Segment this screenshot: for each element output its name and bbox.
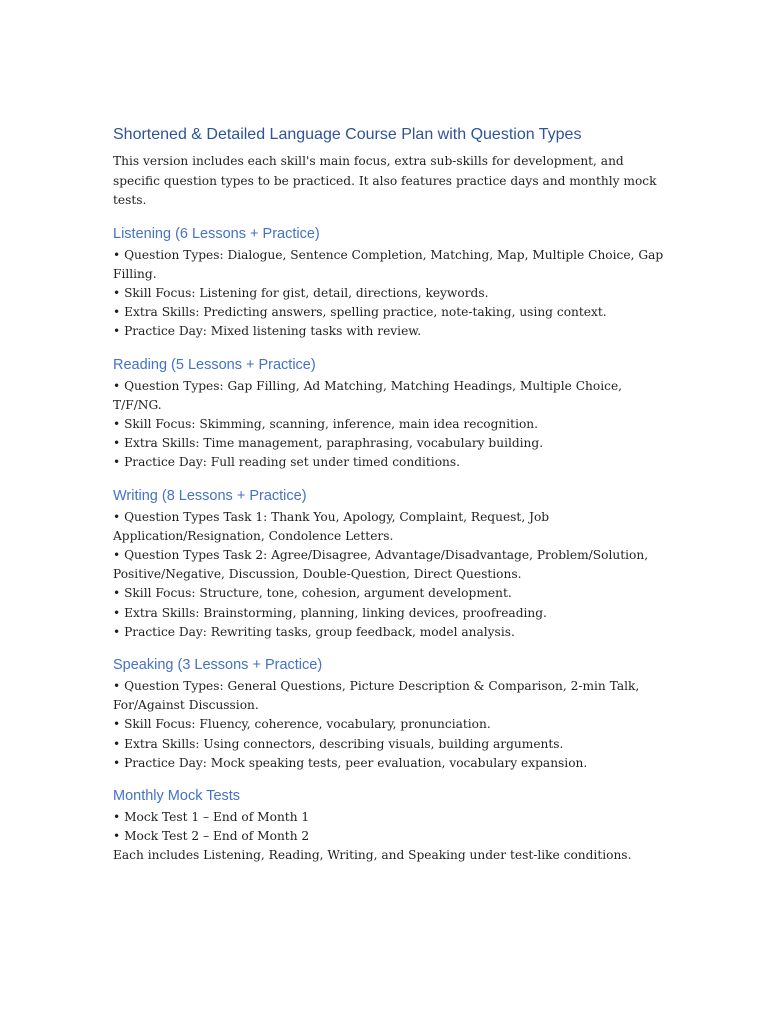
bullet-line: • Extra Skills: Time management, paraphrasing, vocabulary building.: [113, 436, 544, 451]
document-title: Shortened & Detailed Language Course Plan with Question Types: [113, 126, 582, 143]
bullet-line: • Question Types Task 2: Agree/Disagree, Advantage/Disadvantage, Problem/Solution, Positive/Negative, Discussion, Double-Question, Direct Questions.: [113, 547, 649, 582]
bullet-line: • Skill Focus: Skimming, scanning, inference, main idea recognition.: [113, 416, 539, 431]
section-heading: Writing (8 Lessons + Practice): [113, 487, 307, 504]
section-heading: Speaking (3 Lessons + Practice): [113, 656, 323, 673]
bullet-line: • Skill Focus: Listening for gist, detail, directions, keywords.: [113, 285, 489, 300]
bullet-line: • Practice Day: Full reading set under timed conditions.: [113, 455, 461, 470]
bullet-line: • Question Types Task 1: Thank You, Apology, Complaint, Request, Job Application/Resignation, Condolence Letters.: [113, 509, 550, 543]
bullet-line: • Mock Test 2 – End of Month 2: [113, 829, 310, 844]
section-heading: Monthly Mock Tests: [113, 787, 241, 804]
intro-paragraph: This version includes each skill's main focus, extra sub-skills for development, and specific question types to be practiced. It also features practice days and monthly mock tests.: [113, 154, 657, 207]
bullet-line: • Extra Skills: Predicting answers, spelling practice, note-taking, using context.: [113, 305, 607, 320]
bullet-line: • Question Types: General Questions, Picture Description & Comparison, 2-min Talk, For/Against Discussion.: [113, 678, 640, 713]
bullet-line: • Skill Focus: Fluency, coherence, vocabulary, pronunciation.: [113, 717, 491, 732]
section-writing: [113, 486, 673, 642]
bullet-line: • Practice Day: Mixed listening tasks with review.: [113, 324, 422, 339]
summary-line: Each includes Listening, Reading, Writing, and Speaking under test-like conditions.: [113, 848, 632, 863]
bullet-line: • Question Types: Gap Filling, Ad Matching, Matching Headings, Multiple Choice, T/F/NG.: [113, 378, 623, 412]
section-listening: [113, 224, 673, 342]
section-heading: Reading (5 Lessons + Practice): [113, 356, 316, 373]
document-page: [113, 124, 673, 866]
bullet-line: • Skill Focus: Structure, tone, cohesion, argument development.: [113, 586, 512, 601]
section-speaking: [113, 655, 673, 773]
bullet-line: • Mock Test 1 – End of Month 1: [113, 809, 310, 824]
section-mock-tests: [113, 786, 673, 866]
bullet-line: • Practice Day: Rewriting tasks, group feedback, model analysis.: [113, 624, 515, 639]
bullet-line: • Extra Skills: Using connectors, describing visuals, building arguments.: [113, 736, 564, 751]
section-reading: [113, 355, 673, 473]
section-heading: Listening (6 Lessons + Practice): [113, 225, 320, 242]
bullet-line: • Practice Day: Mock speaking tests, peer evaluation, vocabulary expansion.: [113, 755, 588, 770]
bullet-line: • Extra Skills: Brainstorming, planning, linking devices, proofreading.: [113, 605, 547, 620]
bullet-line: • Question Types: Dialogue, Sentence Completion, Matching, Map, Multiple Choice, Gap Filling.: [113, 247, 664, 281]
